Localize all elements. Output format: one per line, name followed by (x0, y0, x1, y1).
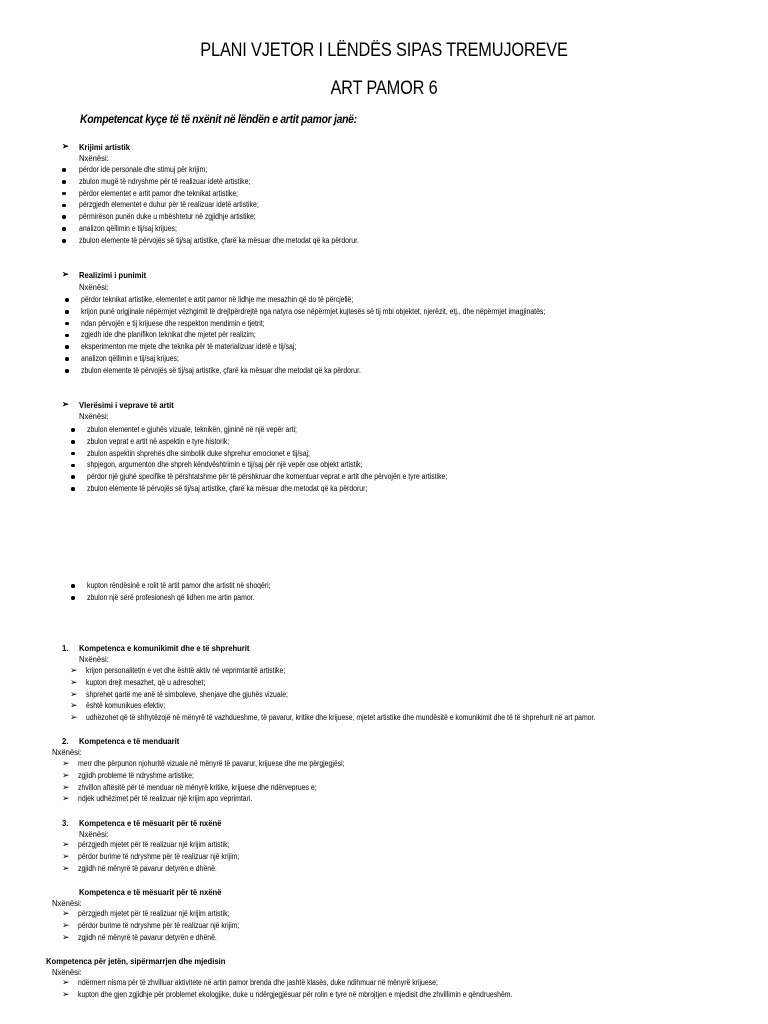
list-item: përdor teknikat artistike, elementet e artit pamor në lidhje me mesazhin që do të përcjellë; (65, 294, 621, 306)
section-heading-komunikimi: Kompetenca e komunikimit dhe e të shprehurit (79, 643, 250, 653)
nxenesi-label: Nxënësi: (79, 153, 109, 163)
list-item: ➢ zgjidh në mënyrë të pavarur detyrën e dhënë. (62, 862, 217, 873)
section-number: 1. (62, 643, 69, 653)
nxenesi-label: Nxënësi: (52, 967, 82, 977)
nxenesi-label: Nxënësi: (79, 282, 109, 292)
realizimi-list (65, 294, 621, 377)
list-item: ➢ përdor burime të ndryshme për të realizuar një krijim; (62, 919, 240, 930)
list-item: zbulon elemente të përvojës së tij/saj artistike, çfarë ka mësuar dhe metodat që ka përdorur; (71, 483, 506, 495)
list-item: ndan përvojën e tij krijuese dhe respekton mendimin e tjetrit; (65, 318, 621, 330)
list-item: zgjedh ide dhe planifikon teknikat dhe mjetet për realizim; (65, 329, 621, 341)
section-heading-krijimi: Krijimi artistik (79, 142, 131, 152)
list-item: përdor elementet e artit pamor dhe teknikat artistike; (62, 188, 405, 200)
menduarit-list (62, 758, 388, 805)
list-item: përmirëson punën duke u mbështetur në zgjidhje artistike; (62, 211, 405, 223)
komunikimi-list (70, 665, 678, 724)
vleresimi-list (71, 424, 506, 495)
list-item: ➢ përzgjedh mjetet për të realizuar një krijim artistik; (62, 839, 230, 849)
list-item: ➢ kupton drejt mesazhet, që u adresohet; (70, 676, 206, 687)
section-heading-mesuarit-2: Kompetenca e të mësuarit për të nxënë (79, 887, 222, 897)
list-item: ➢ është komunikues efektiv; (70, 700, 166, 711)
list-item: përzgjedh elementet e duhur për të realizuar idetë artistike; (62, 199, 405, 211)
mesuarit-list (62, 839, 266, 874)
list-item: shpjegon, argumenton dhe shpreh këndvështrimin e tij/saj për një vepër ose objekt artistik; (71, 459, 506, 471)
krijimi-list (62, 164, 405, 247)
list-item: ➢ kupton dhe gjen zgjidhje për problemet ekologjike, duke u ndërgjegjësuar për rolin e tyre në mbrojtjen e mjedisit dhe zhvillimin e qëndrueshëm. (62, 988, 513, 999)
document-subtitle: ART PAMOR 6 (330, 78, 438, 99)
list-item: krijon punë origjinale nëpërmjet vëzhgimit të drejtpërdrejtë nga natyra ose nëpërmjet kujtesës së tij mbi objektet, njerëzit, etj., dhe nëpërmjet imagjinatës; (65, 306, 621, 318)
jeten-list (62, 977, 583, 1001)
nxenesi-label: Nxënësi: (79, 654, 109, 664)
list-item: eksperimenton me mjete dhe teknika për të materializuar idetë e tij/saj; (65, 341, 621, 353)
list-item: ➢ zhvillon aftësitë për të menduar në mënyrë kritike, krijuese dhe ndërveprues e; (62, 781, 317, 792)
section-marker: ➢ (62, 141, 69, 151)
list-item: ➢ merr dhe përpunon njohuritë vizuale në mënyrë të pavarur, krijuese dhe me përgjegjësi; (62, 758, 345, 768)
section-heading-realizimi: Realizimi i punimit (79, 270, 147, 280)
section-heading-menduarit: Kompetenca e të menduarit (79, 736, 180, 746)
list-item: zbulon mugë të ndryshme për të realizuar idetë artistike; (62, 176, 405, 188)
list-item: zbulon aspektin shprehës dhe simbolik duke shprehur emocionet e tij/saj; (71, 448, 506, 460)
section-heading-vleresimi: Vlerësimi i veprave të artit (79, 400, 174, 410)
section-number: 2. (62, 736, 69, 746)
list-item: zbulon elemente të përvojës së tij/saj artistike, çfarë ka mësuar dhe metodat që ka përdorur. (65, 365, 621, 377)
list-item: ➢ përzgjedh mjetet për të realizuar një krijim artistik; (62, 908, 230, 918)
list-item: analizon qëllimin e tij/saj krijues; (62, 223, 405, 235)
list-item: ➢ udhëzohet që të shfrytëzojë në mënyrë të vazhdueshme, të pavarur, kritike dhe krijuese, mjetet artistike dhe mundësitë e komunikimit dhe të të shprehurit në art pamor. (70, 712, 596, 723)
section-heading-mesuarit: Kompetenca e të mësuarit për të nxënë (79, 818, 222, 828)
mesuarit2-list (62, 908, 266, 943)
list-item: përdor ide personale dhe stimuj për krijim; (62, 164, 405, 176)
extra-list (71, 580, 300, 604)
intro-text: Kompetencat kyçe të të nxënit në lëndën e artit pamor janë: (80, 114, 357, 126)
section-marker: ➢ (62, 269, 69, 279)
list-item: zbulon elemente të përvojës së tij/saj artistike, çfarë ka mësuar dhe metodat që ka përdorur. (62, 235, 405, 247)
list-item: ➢ ndjek udhëzimet për të realizuar një krijim apo veprimtari. (62, 793, 253, 804)
list-item: kupton rëndësinë e rolit të artit pamor dhe artistit në shoqëri; (71, 580, 300, 592)
list-item: zbulon një sërë profesionesh që lidhen me artin pamor. (71, 592, 300, 604)
section-number: 3. (62, 818, 69, 828)
nxenesi-label: Nxënësi: (79, 829, 109, 839)
list-item: ➢ ndërmerr nisma për të zhvilluar aktivitete në artin pamor brenda dhe jashtë klasës, duke ndihmuar në mënyrë krijuese; (62, 977, 438, 987)
section-heading-jeten: Kompetenca për jetën, sipërmarrjen dhe mjedisin (46, 956, 226, 966)
document-title: PLANI VJETOR I LËNDËS SIPAS TREMUJOREVE (200, 40, 568, 61)
list-item: zbulon elementet e gjuhës vizuale, teknikën, gjininë në një vepër arti; (71, 424, 506, 436)
list-item: ➢ zgjidh në mënyrë të pavarur detyrën e dhënë. (62, 931, 217, 942)
list-item: analizon qëllimin e tij/saj krijues; (65, 353, 621, 365)
list-item: ➢ zgjidh probleme të ndryshme artistike; (62, 769, 194, 780)
section-marker: ➢ (62, 399, 69, 409)
list-item: ➢ përdor burime të ndryshme për të realizuar një krijim; (62, 850, 240, 861)
list-item: përdor një gjuhë specifike të përshtatshme për të përshkruar dhe komentuar veprat e artit dhe përvojën e tyre artistike; (71, 471, 506, 483)
list-item: ➢ krijon personalitetin e vet dhe është aktiv në veprimtaritë artistike; (70, 665, 286, 675)
nxenesi-label: Nxënësi: (52, 898, 82, 908)
nxenesi-label: Nxënësi: (52, 747, 82, 757)
list-item: zbulon veprat e artit në aspektin e tyre historik; (71, 436, 506, 448)
nxenesi-label: Nxënësi: (79, 411, 109, 421)
list-item: ➢ shprehet qartë me anë të simboleve, shenjave dhe gjuhës vizuale; (70, 688, 288, 699)
